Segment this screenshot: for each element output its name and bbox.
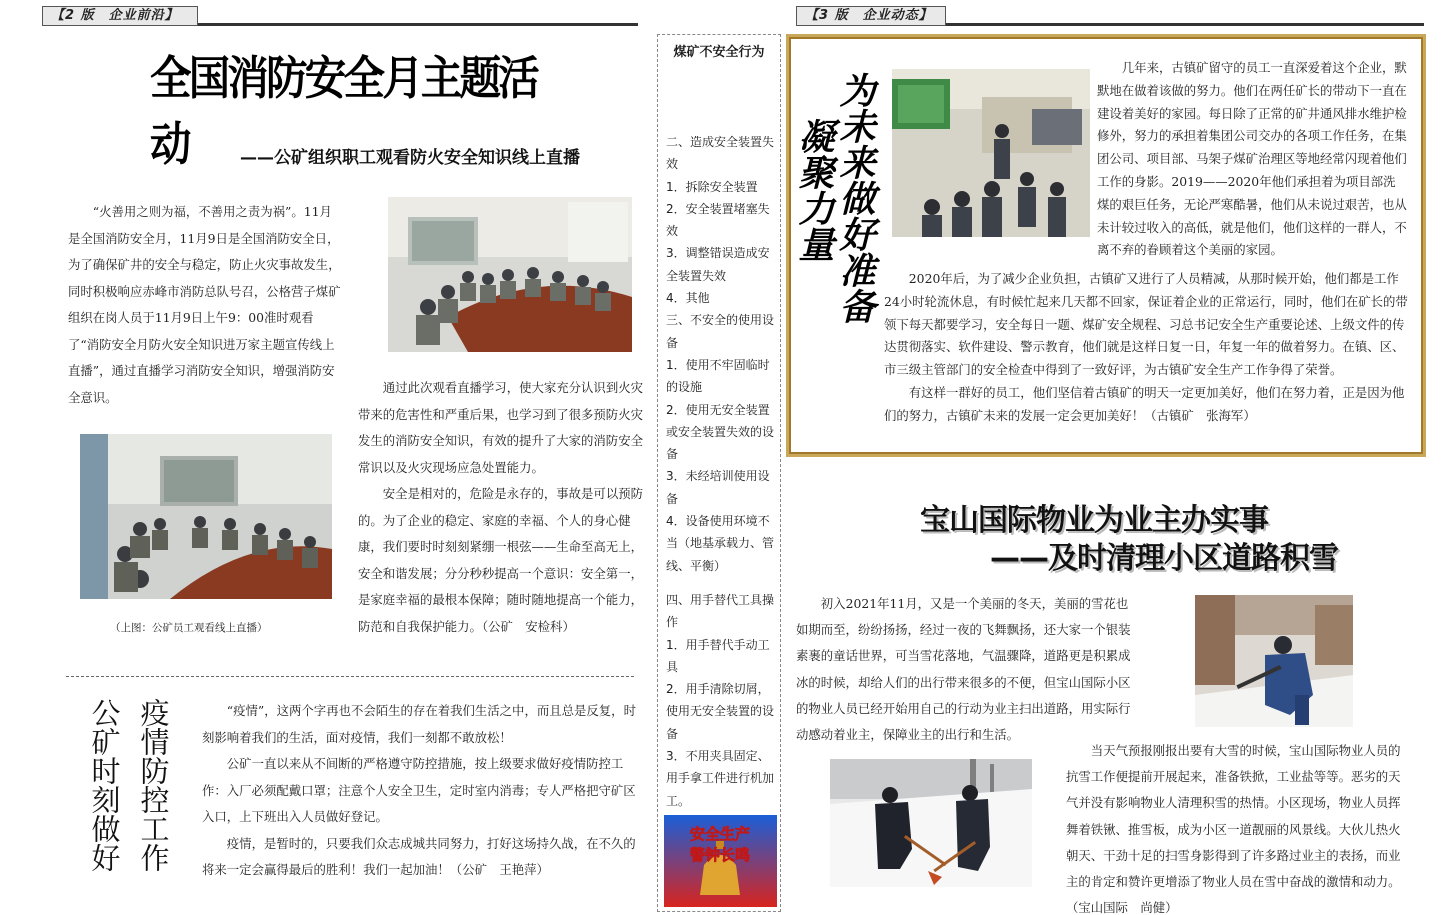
- header-rule-left: [198, 23, 638, 26]
- article2-body: [202, 698, 636, 884]
- sidebar-item: 4．其他: [666, 291, 710, 306]
- article1-p3-text: 安全是相对的，危险是永存的，事故是可以预防的。为了企业的稳定、家庭的幸福、个人的身心健康，我们要时时刻刻紧绷一根弦——生命至高无上，安全和谐发展；分分秒秒提高一个意识：安全第一，是家庭幸福的最根本保障；随时随地提高一个能力，防范和自我保护能力。（公矿 安检科）: [358, 486, 643, 634]
- article4-paragraph-2: [1066, 738, 1432, 915]
- article2-p3-text: 疫情，是暂时的，只要我们众志成城共同努力，打好这场持久战，在不久的将来一定会赢得最后的胜利！我们一起加油！（公矿 王艳萍）: [202, 835, 636, 877]
- banner-text-2: 警钟长鸣: [689, 846, 751, 864]
- sidebar-item: 三、不安全的使用设备: [666, 313, 775, 350]
- article3-p3-text: 有这样一群好的员工，他们坚信着古镇矿的明天一定更加美好，他们在努力着，正是因为他们的努力，古镇矿未来的发展一定会更加美好！（古镇矿 张海军）: [884, 384, 1405, 423]
- section-divider: [66, 676, 634, 677]
- article1-p2-text: 通过此次观看直播学习，使大家充分认识到火灾带来的危害性和严重后果，也学习到了很多预防火灾发生的消防安全知识，有效的提升了大家的消防安全常识以及火灾现场应急处置能力。: [358, 380, 643, 475]
- article3-title-column-1: [833, 72, 877, 334]
- sidebar-item: 3．未经培训使用设备: [666, 469, 770, 506]
- article1-subtitle: ——公矿组织职工观看防火安全知识线上直播: [240, 148, 580, 168]
- safety-banner: [664, 815, 777, 907]
- article2-title-col1-text: 疫情防控工作: [136, 698, 171, 872]
- article1-photo-caption: （上图：公矿员工观看线上直播）: [110, 622, 268, 634]
- article1-paragraph-1: [68, 199, 344, 411]
- article4-title: 宝山国际物业为业主办实事: [920, 503, 1268, 538]
- snow-clearing-photo-2: [830, 759, 1032, 887]
- article4-subtitle: ——及时清理小区道路积雪: [990, 541, 1338, 576]
- article3-p2-text: 2020年后，为了减少企业负担，古镇矿又进行了人员精减，从那时候开始，他们都是工作24小时轮流休息，有时候忙起来几天都不回家，保证着企业的正常运行，同时，他们在矿长的带领下每天都要学习，安全每日一题、煤矿安全规程、习总书记安全生产重要论述、上级文件的传达贯彻落实、软件建设、警示教育，他们就是这样日复一日，年复一年的做着努力。在镇、区、市三级主管部门的安全检查中得到了一致好评，为古镇矿安全生产工作争得了荣誉。: [884, 271, 1408, 378]
- sidebar-list: [666, 131, 778, 812]
- article1-p1-text: “火善用之则为福，不善用之责为祸”。11月是全国消防安全月，11月9日是全国消防安全日，为了确保矿井的安全与稳定，防止火灾事故发生，同时积极响应赤峰市消防总队号召，公格营子煤矿组织在岗人员于11月9日上午9：00准时观看了“消防安全月防火安全知识进万家主题宣传线上直播”，通过直播学习消防安全知识，增强消防安全意识。: [68, 204, 341, 405]
- sidebar-item: [666, 577, 778, 589]
- sidebar-item: 1．用手替代手动工具: [666, 637, 770, 674]
- article3-title-col2-text: 凝聚力量: [793, 118, 835, 262]
- meeting-photo-top: [388, 197, 632, 352]
- sidebar-item: 3．不用夹具固定、用手拿工件进行机加工。: [666, 749, 775, 808]
- snow-clearing-photo-1: [1195, 595, 1353, 727]
- sidebar-item: 二、造成安全装置失效: [666, 135, 775, 172]
- sidebar-item: 4．设备使用环境不当（地基承载力、管线、平衡）: [666, 514, 775, 573]
- training-photo: [892, 69, 1090, 237]
- sidebar-item: 2．用手清除切屑，使用无安全装置的设备: [666, 682, 775, 741]
- sidebar-title: 煤矿不安全行为: [673, 45, 765, 60]
- article4-p1-text: 初入2021年11月，又是一个美丽的冬天，美丽的雪花也如期而至，纷纷扬扬，经过一夜的飞舞飘扬，还大家一个银装素裹的童话世界，可当雪花落地，气温骤降，道路更是积累成冰的时候，却给人们的出行带来很多的不便，但宝山国际小区的物业人员已经开始用自己的行动为业主扫出道路，用实际行动感动着业主，保障业主的出行和生活。: [796, 596, 1131, 743]
- page-tag-left: 【2 版 企业前沿】: [42, 6, 198, 26]
- article2-p2-text: 公矿一直以来从不间断的严格遵守防控措施，按上级要求做好疫情防控工作：入厂必须配戴口罩；注意个人安全卫生，定时室内消毒；专人严格把守矿区入口，上下班出入人员做好登记。: [202, 756, 636, 824]
- sidebar-item: 3．调整错误造成安全装置失效: [666, 246, 770, 283]
- meeting-photo-bottom: [80, 434, 332, 599]
- article3-paragraph-2: [884, 268, 1408, 428]
- article3-p1-text: 几年来，古镇矿留守的员工一直深爱着这个企业，默默地在做着该做的努力。他们在两任矿长的带动下一直在建设着美好的家园。每日除了正常的矿井通风排水维护检修外，努力的承担着集团公司交办的各项工作任务，在集团公司、项目部、马架子煤矿治理区等地经常闪现着他们工作的身影。2019——2020年他们承担着为项目部洗煤的艰巨任务，无论严寒酷暑，他们从未说过艰苦，也从未计较过收入的高低，就是他们，他们这样的一群人，不离不弃的眷顾着这个美丽的家园。: [1097, 60, 1407, 258]
- sidebar-item: 2．安全装置堵塞失效: [666, 201, 770, 239]
- article3-paragraph-1: [1097, 57, 1407, 262]
- sidebar-item: 1．拆除安全装置: [666, 179, 758, 194]
- article1-paragraph-2: [358, 375, 650, 640]
- page-tag-right: 【3 版 企业动态】: [796, 6, 946, 26]
- article2-title-column-2: [86, 698, 122, 878]
- article4-paragraph-1: [796, 591, 1140, 748]
- sidebar-item: 1．使用不牢固临时的设施: [666, 357, 770, 395]
- sidebar-item: 2．使用无安全装置或安全装置失效的设备: [666, 402, 775, 462]
- article4-p2-text: 当天气预报刚报出要有大雪的时候，宝山国际物业人员的抗雪工作便提前开展起来，准备铁掀，工业盐等等。恶劣的天气并没有影响物业人清理积雪的热情。小区现场，物业人员挥舞着铁锹、推雪板，成为小区一道靓丽的风景线。大伙儿热火朝天、干劲十足的扫雪身影得到了许多路过业主的表扬，而业主的肯定和赞许更增添了物业人员在雪中奋战的激情和动力。 （宝山国际 尚健）: [1066, 743, 1432, 915]
- safety-sidebar: [657, 34, 781, 912]
- article2-title-column-1: [135, 698, 171, 878]
- article3-title-column-2: [792, 118, 836, 272]
- article1-title: 全国消防安全月主题活动: [150, 51, 537, 171]
- article2-p1-text: “疫情”，这两个字再也不会陌生的存在着我们生活之中，而且总是反复，时刻影响着我们的生活，面对疫情，我们一刻都不敢放松！: [202, 703, 636, 745]
- header-rule-right: [946, 23, 1424, 26]
- sidebar-item: 四、用手替代工具操作: [666, 592, 775, 630]
- article3-title-col1-text: 为未来做好准备: [834, 72, 876, 324]
- banner-text-1: 安全生产: [689, 825, 751, 843]
- article2-title-col2-text: 公矿时刻做好: [87, 698, 122, 872]
